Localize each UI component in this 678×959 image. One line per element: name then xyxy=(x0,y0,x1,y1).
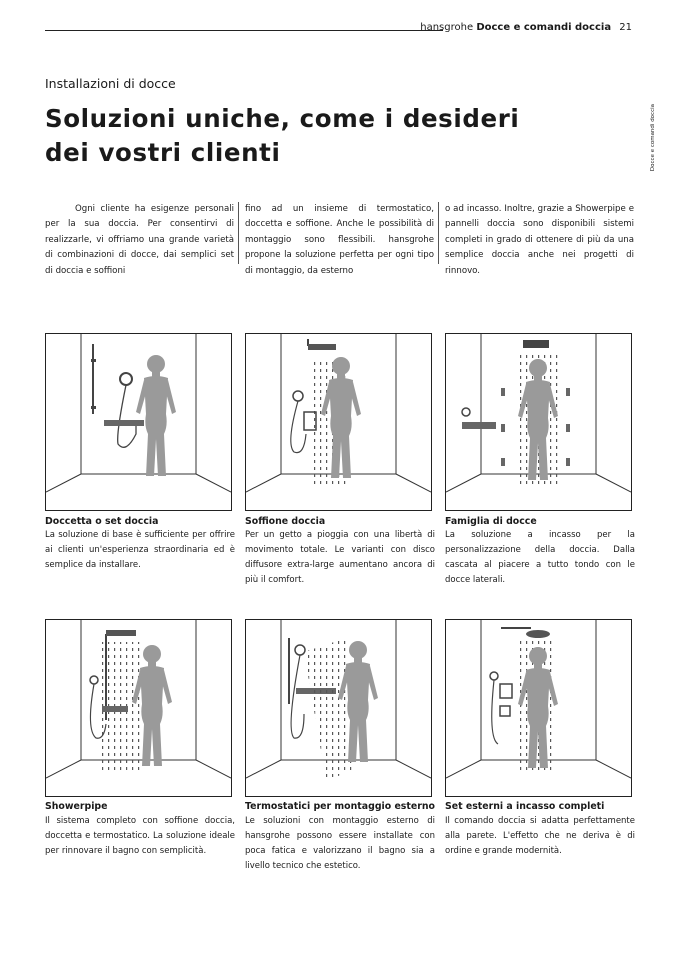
page-header xyxy=(420,22,632,33)
solution-text: Il sistema completo con soffione doccia, doccetta e termostatico. La soluzione ideale per rinnovare il bagno con semplicità. xyxy=(45,816,235,856)
solution-text: Il comando doccia si adatta perfettamente alla parete. L'effetto che ne deriva è di ordine e grande modernità. xyxy=(445,816,635,856)
column-divider xyxy=(438,202,439,264)
title-line-2: dei vostri clienti xyxy=(45,138,281,167)
kicker: Installazioni di docce xyxy=(45,76,176,91)
solution-text: La soluzione a incasso per la personalizzazione della doccia. Dalla cascata al piacere a tutto tondo con le docce laterali. xyxy=(445,530,635,585)
illustration-shower-family xyxy=(445,333,632,511)
solution-text: Per un getto a pioggia con una libertà di movimento totale. Le varianti con disco diffusore extra-large aumentano ancora di più il comfort. xyxy=(245,530,435,585)
illustration-overhead-shower xyxy=(245,333,432,511)
solution-title: Soffione doccia xyxy=(245,516,326,527)
intro-column-3: o ad incasso. Inoltre, grazie a Showerpipe e pannelli doccia sono disponibili sistemi completi in grado di ottenere di più da una semplice doccia anche nei progetti di rinnovo. xyxy=(445,204,634,276)
solution-title: Termostatici per montaggio esterno xyxy=(245,801,435,812)
header-rule xyxy=(45,30,443,31)
solution-title: Famiglia di docce xyxy=(445,516,537,527)
solution-title: Doccetta o set doccia xyxy=(45,516,159,527)
title-line-1: Soluzioni uniche, come i desideri xyxy=(45,104,520,133)
illustration-hand-shower xyxy=(45,333,232,511)
illustration-exposed-thermostat xyxy=(245,619,432,797)
header-brand: hansgrohe xyxy=(420,22,474,33)
header-section: Docce e comandi doccia xyxy=(476,22,612,33)
illustration-concealed-set xyxy=(445,619,632,797)
page-title xyxy=(45,102,605,170)
page-number: 21 xyxy=(619,22,632,33)
intro-column-1: Ogni cliente ha esigenze personali per la sua doccia. Per consentirvi di realizzarle, vi offriamo una grande varietà di combinazioni di docce, dai semplici set di doccia e soffioni xyxy=(45,204,234,276)
illustration-showerpipe xyxy=(45,619,232,797)
solution-title: Showerpipe xyxy=(45,801,108,812)
column-divider xyxy=(238,202,239,264)
side-tab[interactable]: Docce e comandi doccia xyxy=(650,104,656,172)
solution-title: Set esterni a incasso completi xyxy=(445,801,605,812)
solution-text: La soluzione di base è sufficiente per offrire ai clienti un'esperienza straordinaria ed è semplice da installare. xyxy=(45,530,235,570)
solution-text: Le soluzioni con montaggio esterno di hansgrohe possono essere installate con poca fatica e valorizzano il bagno sia a livello tecnico che estetico. xyxy=(245,816,435,871)
intro-column-2: fino ad un insieme di termostatico, doccetta e soffione. Anche le possibilità di montaggio sono flessibili. hansgrohe propone la soluzione perfetta per ogni tipo di montaggio, da esterno xyxy=(245,204,434,276)
